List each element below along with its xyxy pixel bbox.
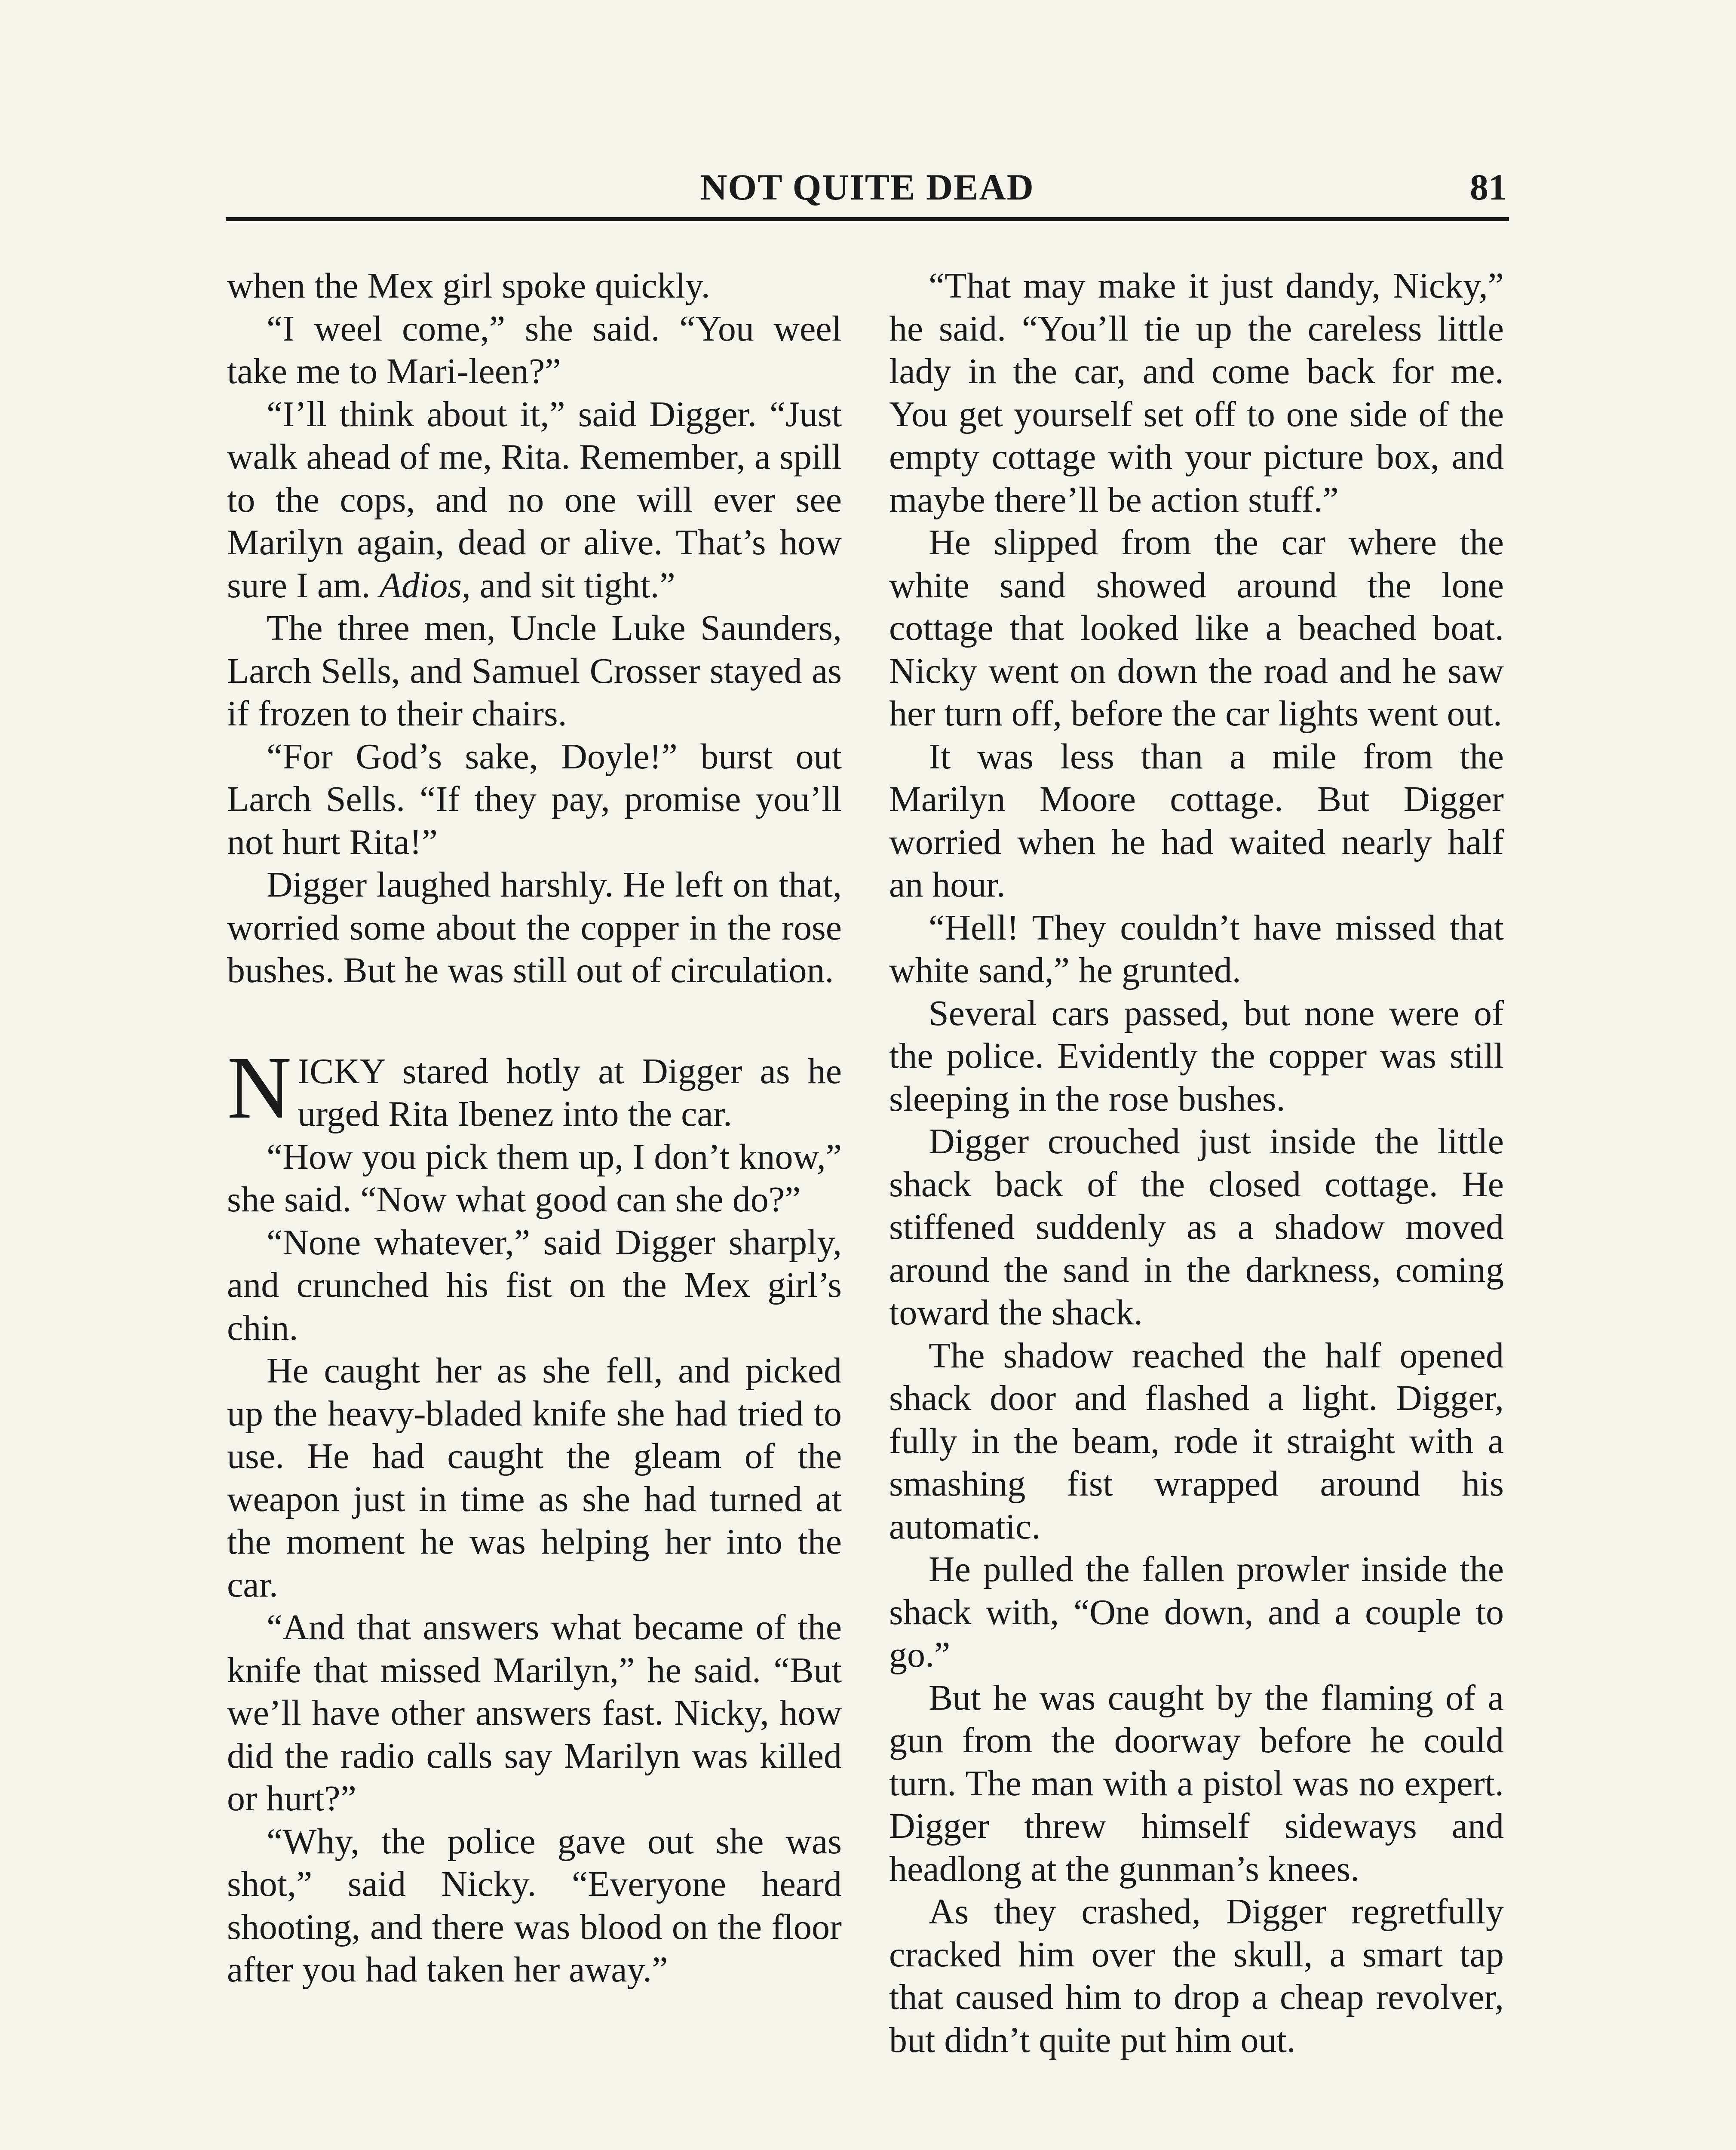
paragraph: He caught her as she fell, and picked up the heavy-bladed knife she had tried to use. He had caught the gleam of the weapon just in time as she had turned at the moment he was helping her into the car.	[227, 1351, 842, 1605]
running-title: NOT QUITE DEAD	[700, 166, 1034, 208]
page-header	[228, 166, 1507, 213]
paragraph: The three men, Uncle Luke Saunders, Larch Sells, and Samuel Crosser stayed as if frozen to their chairs.	[227, 608, 842, 734]
paragraph-text: “I’ll think about it,” said Digger. “Just walk ahead of me, Rita. Remember, a spill to the cops, and no one will ever see Marilyn again, dead or alive. That’s how sure I am.	[227, 394, 842, 605]
paragraph: The shadow reached the half opened shack door and flashed a light. Digger, fully in the beam, rode it straight with a smashing fist wrapped around his automatic.	[889, 1335, 1504, 1547]
paragraph: It was less than a mile from the Marilyn Moore cottage. But Digger worried when he had waited nearly half an hour.	[889, 736, 1504, 905]
paragraph: “I weel come,” she said. “You weel take me to Mari-leen?”	[227, 308, 842, 391]
page-number: 81	[1470, 166, 1507, 208]
paragraph: Several cars passed, but none were of the police. Evidently the copper was still sleeping in the rose bushes.	[889, 993, 1504, 1119]
italic-word: Adios,	[379, 565, 471, 605]
paragraph: But he was caught by the flaming of a gun from the doorway before he could turn. The man with a pistol was no expert. Digger threw himself sideways and headlong at the gunman’s knees.	[889, 1677, 1504, 1889]
section-start-paragraph	[227, 1038, 842, 1137]
left-column	[227, 264, 842, 1991]
paragraph: “For God’s sake, Doyle!” burst out Larch Sells. “If they pay, promise you’ll not hurt Rita!”	[227, 736, 842, 862]
paragraph: He pulled the fallen prowler inside the shack with, “One down, and a couple to go.”	[889, 1549, 1504, 1675]
paragraph: “And that answers what became of the knife that missed Marilyn,” he said. “But we’ll have other answers fast. Nicky, how did the radio calls say Marilyn was killed or hurt?”	[227, 1607, 842, 1818]
paragraph: “How you pick them up, I don’t know,” she said. “Now what good can she do?”	[227, 1136, 842, 1219]
paragraph: He slipped from the car where the white sand showed around the lone cottage that looked like a beached boat. Nicky went on down the road and he saw her turn off, before the car lights went out.	[889, 522, 1504, 734]
paragraph	[227, 393, 842, 607]
paragraph: “Why, the police gave out she was shot,” said Nicky. “Everyone heard shooting, and there was blood on the floor after you had taken her away.”	[227, 1821, 842, 1990]
paragraph: As they crashed, Digger regretfully cracked him over the skull, a smart tap that caused him to drop a cheap revolver, but didn’t quite put him out.	[889, 1892, 1504, 2060]
paragraph: “Hell! They couldn’t have missed that white sand,” he grunted.	[889, 907, 1504, 990]
paragraph: Digger laughed harshly. He left on that, worried some about the copper in the rose bushes. But he was still out of circulation.	[227, 865, 842, 990]
paragraph-text: and sit tight.”	[479, 565, 675, 605]
drop-cap: N	[227, 1038, 292, 1137]
paragraph: “That may make it just dandy, Nicky,” he said. “You’ll tie up the careless little lady in the car, and come back for me. You get yourself set off to one side of the empty cottage with your picture box, and maybe there’ll be action stuff.”	[889, 266, 1504, 520]
paragraph: Digger crouched just inside the little shack back of the closed cottage. He stiffened suddenly as a shadow moved around the sand in the darkness, coming toward the shack.	[889, 1121, 1504, 1333]
paragraph: when the Mex girl spoke quickly.	[227, 266, 710, 306]
paragraph-text: ICKY stared hotly at Digger as he urged Rita Ibenez into the car.	[298, 1051, 842, 1134]
header-rule	[226, 217, 1509, 221]
paragraph: “None whatever,” said Digger sharply, and crunched his fist on the Mex girl’s chin.	[227, 1222, 842, 1348]
right-column	[889, 264, 1504, 2061]
